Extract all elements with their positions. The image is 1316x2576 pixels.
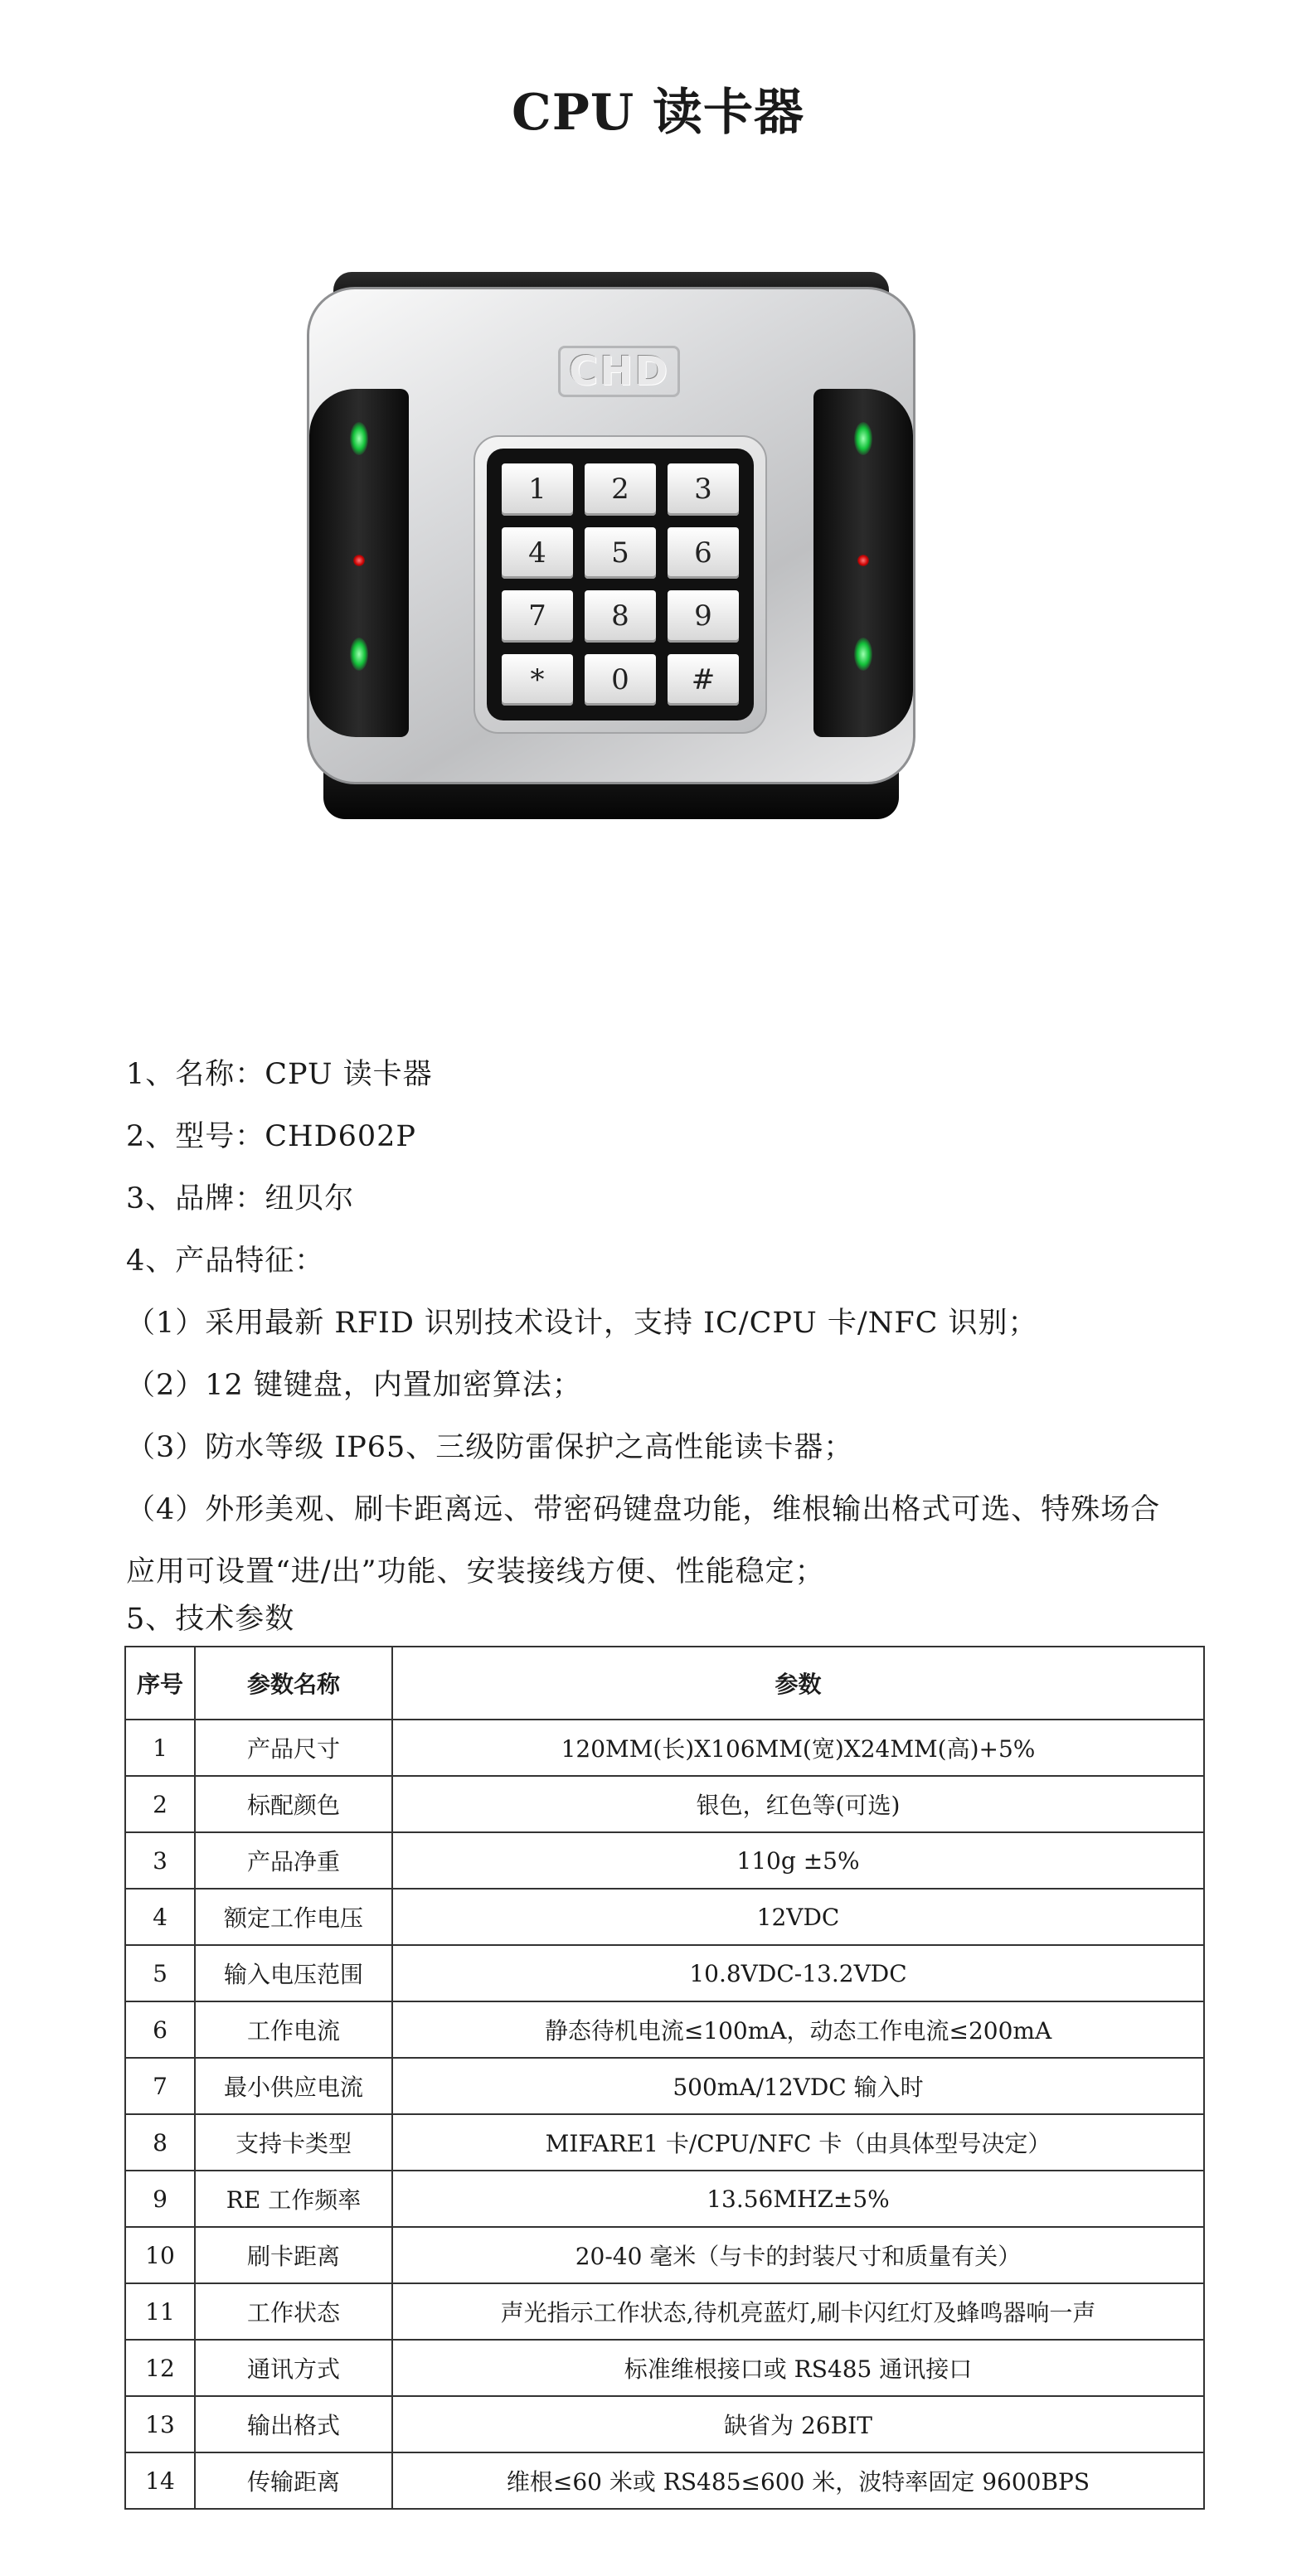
keypad-key: *: [502, 654, 573, 706]
keypad-key: 1: [502, 463, 573, 516]
param-value: 银色，红色等(可选): [392, 1776, 1204, 1832]
table-row: [125, 2058, 1204, 2114]
specs-heading: 5、技术参数: [126, 1603, 295, 1636]
param-value: 12VDC: [392, 1889, 1204, 1945]
red-led-icon: [857, 555, 869, 566]
table-row: [125, 2114, 1204, 2171]
keypad-key: 8: [585, 590, 656, 643]
param-value: 20-40 毫米（与卡的封装尺寸和质量有关）: [392, 2227, 1204, 2283]
column-header: 参数名称: [195, 1647, 392, 1720]
column-header: 序号: [125, 1647, 195, 1720]
row-index: 2: [125, 1776, 195, 1832]
param-name: 标配颜色: [195, 1776, 392, 1832]
param-name: 支持卡类型: [195, 2114, 392, 2171]
keypad-key: 6: [668, 527, 739, 580]
table-row: [125, 1945, 1204, 2001]
keypad-key: 3: [668, 463, 739, 516]
keypad-key: 7: [502, 590, 573, 643]
feature-item: （3）防水等级 IP65、三级防雷保护之高性能读卡器；: [126, 1431, 854, 1464]
table-header-row: [125, 1647, 1204, 1720]
param-name: 传输距离: [195, 2452, 392, 2509]
row-index: 11: [125, 2283, 195, 2340]
param-value: 10.8VDC-13.2VDC: [392, 1945, 1204, 2001]
param-name: 刷卡距离: [195, 2227, 392, 2283]
row-index: 12: [125, 2340, 195, 2396]
brand-logo: CHD: [558, 346, 680, 397]
param-name: 输出格式: [195, 2396, 392, 2452]
param-name: 工作电流: [195, 2001, 392, 2058]
row-index: 1: [125, 1720, 195, 1776]
keypad-key: 4: [502, 527, 573, 580]
table-row: [125, 2171, 1204, 2227]
table-row: [125, 2283, 1204, 2340]
table-row: [125, 2396, 1204, 2452]
param-value: 500mA/12VDC 输入时: [392, 2058, 1204, 2114]
param-value: 静态待机电流≤100mA，动态工作电流≤200mA: [392, 2001, 1204, 2058]
param-name: 产品净重: [195, 1832, 392, 1889]
table-row: [125, 1776, 1204, 1832]
column-header: 参数: [392, 1647, 1204, 1720]
keypad: [487, 449, 754, 720]
info-features-heading: 4、产品特征：: [126, 1244, 325, 1278]
param-value: 标准维根接口或 RS485 通讯接口: [392, 2340, 1204, 2396]
specs-table: [124, 1646, 1205, 2510]
row-index: 5: [125, 1945, 195, 2001]
param-name: 最小供应电流: [195, 2058, 392, 2114]
param-name: 通讯方式: [195, 2340, 392, 2396]
left-indicator-panel: [309, 389, 409, 737]
table-row: [125, 2452, 1204, 2509]
feature-item: （2）12 键键盘，内置加密算法；: [126, 1369, 582, 1402]
keypad-frame: [473, 435, 767, 734]
feature-item: （4）外形美观、刷卡距离远、带密码键盘功能，维根输出格式可选、特殊场合: [126, 1493, 1161, 1526]
param-value: 维根≤60 米或 RS485≤600 米，波特率固定 9600BPS: [392, 2452, 1204, 2509]
keypad-key: 0: [585, 654, 656, 706]
green-led-icon: [350, 638, 368, 671]
keypad-key: 5: [585, 527, 656, 580]
row-index: 9: [125, 2171, 195, 2227]
row-index: 13: [125, 2396, 195, 2452]
row-index: 7: [125, 2058, 195, 2114]
param-name: RE 工作频率: [195, 2171, 392, 2227]
table-row: [125, 1832, 1204, 1889]
feature-item: （1）采用最新 RFID 识别技术设计，支持 IC/CPU 卡/NFC 识别；: [126, 1307, 1038, 1340]
param-value: 缺省为 26BIT: [392, 2396, 1204, 2452]
row-index: 14: [125, 2452, 195, 2509]
row-index: 8: [125, 2114, 195, 2171]
info-model: 2、型号：CHD602P: [126, 1120, 416, 1153]
info-brand: 3、品牌：纽贝尔: [126, 1182, 355, 1215]
param-value: 13.56MHZ±5%: [392, 2171, 1204, 2227]
param-value: 110g ±5%: [392, 1832, 1204, 1889]
table-row: [125, 2340, 1204, 2396]
row-index: 10: [125, 2227, 195, 2283]
red-led-icon: [353, 555, 365, 566]
param-name: 工作状态: [195, 2283, 392, 2340]
keypad-key: #: [668, 654, 739, 706]
keypad-key: 2: [585, 463, 656, 516]
card-reader-image: [300, 272, 922, 821]
param-name: 输入电压范围: [195, 1945, 392, 2001]
right-indicator-panel: [813, 389, 913, 737]
row-index: 4: [125, 1889, 195, 1945]
page-title: CPU 读卡器: [511, 84, 805, 142]
green-led-icon: [854, 638, 872, 671]
device-body: [307, 287, 915, 784]
param-name: 额定工作电压: [195, 1889, 392, 1945]
param-value: 120MM(长)X106MM(宽)X24MM(高)+5%: [392, 1720, 1204, 1776]
green-led-icon: [350, 422, 368, 455]
keypad-key: 9: [668, 590, 739, 643]
table-row: [125, 2001, 1204, 2058]
param-value: 声光指示工作状态,待机亮蓝灯,刷卡闪红灯及蜂鸣器响一声: [392, 2283, 1204, 2340]
table-row: [125, 1720, 1204, 1776]
info-name: 1、名称：CPU 读卡器: [126, 1058, 433, 1091]
table-row: [125, 2227, 1204, 2283]
table-row: [125, 1889, 1204, 1945]
feature-item-continued: 应用可设置“进/出”功能、安装接线方便、性能稳定；: [126, 1555, 825, 1589]
row-index: 3: [125, 1832, 195, 1889]
row-index: 6: [125, 2001, 195, 2058]
param-name: 产品尺寸: [195, 1720, 392, 1776]
green-led-icon: [854, 422, 872, 455]
param-value: MIFARE1 卡/CPU/NFC 卡（由具体型号决定）: [392, 2114, 1204, 2171]
